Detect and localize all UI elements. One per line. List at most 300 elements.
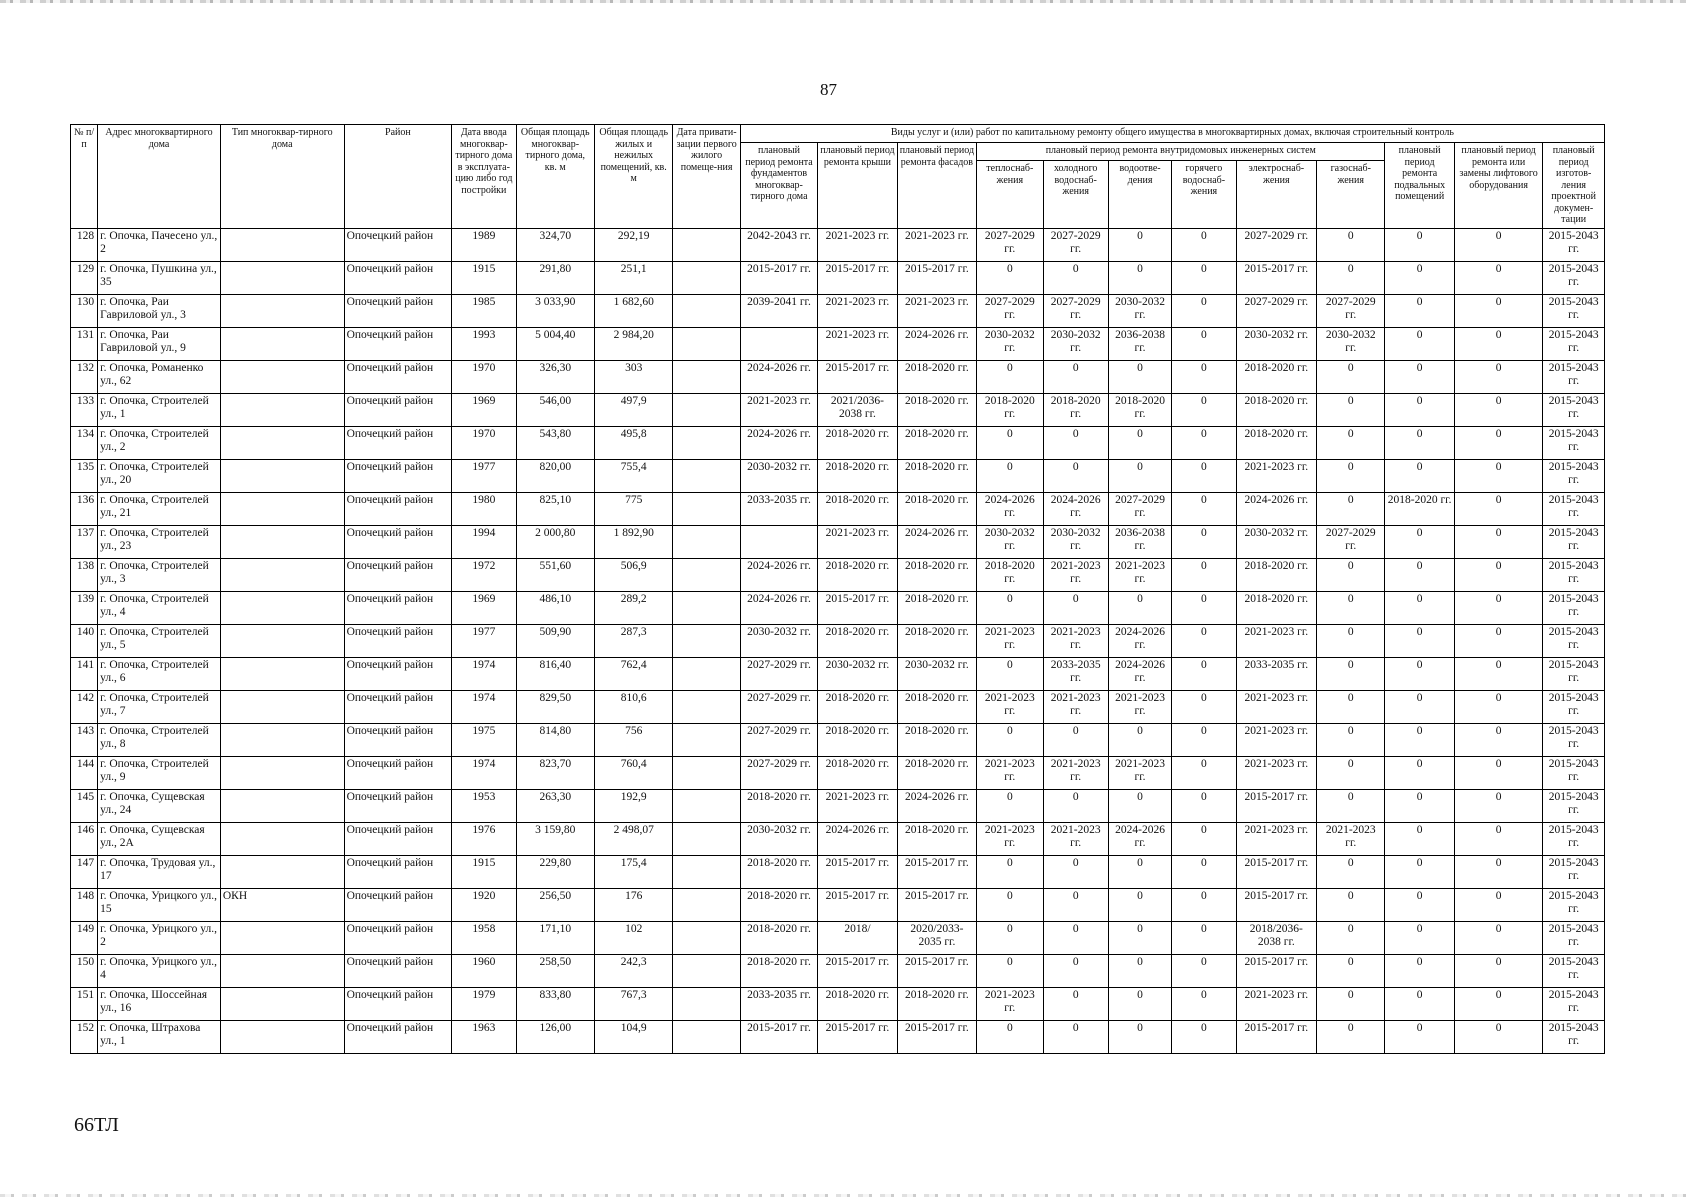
- cell-cold-water: 0: [1043, 855, 1108, 888]
- cell-address: г. Опочка, Пушкина ул., 35: [98, 261, 221, 294]
- cell-drainage: 0: [1108, 426, 1171, 459]
- cell-electric: 2030-2032 гг.: [1236, 327, 1316, 360]
- cell-design-docs: 2015-2043 гг.: [1543, 459, 1605, 492]
- cell-cold-water: 2033-2035 гг.: [1043, 657, 1108, 690]
- cell-privatization: [673, 954, 740, 987]
- col-header-gas: газоснаб-жения: [1317, 161, 1385, 228]
- cell-hot-water: 0: [1172, 756, 1236, 789]
- cell-electric: 2018-2020 гг.: [1236, 393, 1316, 426]
- cell-design-docs: 2015-2043 гг.: [1543, 822, 1605, 855]
- cell-drainage: 0: [1108, 228, 1171, 261]
- cell-cold-water: 2027-2029 гг.: [1043, 228, 1108, 261]
- cell-num: 132: [71, 360, 98, 393]
- cell-foundation: 2030-2032 гг.: [740, 459, 817, 492]
- cell-privatization: [673, 393, 740, 426]
- cell-privatization: [673, 459, 740, 492]
- cell-address: г. Опочка, Урицкого ул., 2: [98, 921, 221, 954]
- cell-gas: 0: [1317, 690, 1385, 723]
- cell-heating: 2021-2023 гг.: [977, 690, 1043, 723]
- cell-district: Опочецкий район: [344, 888, 452, 921]
- cell-living-area: 2 498,07: [594, 822, 672, 855]
- cell-design-docs: 2015-2043 гг.: [1543, 690, 1605, 723]
- cell-roof: 2018-2020 гг.: [818, 459, 897, 492]
- cell-hot-water: 0: [1172, 459, 1236, 492]
- cell-design-docs: 2015-2043 гг.: [1543, 1020, 1605, 1053]
- cell-roof: 2018-2020 гг.: [818, 426, 897, 459]
- cell-cold-water: 0: [1043, 789, 1108, 822]
- cell-num: 143: [71, 723, 98, 756]
- cell-elevator: 0: [1454, 657, 1543, 690]
- cell-drainage: 0: [1108, 855, 1171, 888]
- cell-drainage: 0: [1108, 723, 1171, 756]
- footer-code: 66ТЛ: [74, 1114, 119, 1136]
- cell-drainage: 0: [1108, 360, 1171, 393]
- cell-commission-date: 1960: [452, 954, 516, 987]
- cell-num: 149: [71, 921, 98, 954]
- cell-design-docs: 2015-2043 гг.: [1543, 624, 1605, 657]
- cell-design-docs: 2015-2043 гг.: [1543, 393, 1605, 426]
- cell-address: г. Опочка, Раи Гавриловой ул., 9: [98, 327, 221, 360]
- cell-cold-water: 0: [1043, 888, 1108, 921]
- cell-foundation: 2039-2041 гг.: [740, 294, 817, 327]
- col-header-heating: теплоснаб-жения: [977, 161, 1043, 228]
- col-header-cold-water: холодного водоснаб-жения: [1043, 161, 1108, 228]
- col-header-commission-date: Дата ввода многоквар-тирного дома в эксплуата-цию либо год постройки: [452, 125, 516, 229]
- cell-privatization: [673, 426, 740, 459]
- cell-commission-date: 1970: [452, 426, 516, 459]
- cell-living-area: 775: [594, 492, 672, 525]
- cell-cold-water: 2030-2032 гг.: [1043, 525, 1108, 558]
- capital-repair-table-wrapper: [70, 124, 1605, 1054]
- cell-electric: 2015-2017 гг.: [1236, 789, 1316, 822]
- cell-facade: 2024-2026 гг.: [897, 525, 976, 558]
- cell-heating: 0: [977, 657, 1043, 690]
- col-header-drainage: водоотве-дения: [1108, 161, 1171, 228]
- cell-electric: 2024-2026 гг.: [1236, 492, 1316, 525]
- cell-roof: 2015-2017 гг.: [818, 261, 897, 294]
- cell-cold-water: 0: [1043, 921, 1108, 954]
- cell-district: Опочецкий район: [344, 690, 452, 723]
- cell-basement: 0: [1385, 690, 1454, 723]
- table-row: [71, 261, 1605, 294]
- cell-cold-water: 2021-2023 гг.: [1043, 558, 1108, 591]
- cell-house-type: [220, 294, 344, 327]
- cell-commission-date: 1976: [452, 822, 516, 855]
- cell-basement: 0: [1385, 921, 1454, 954]
- cell-facade: 2018-2020 гг.: [897, 459, 976, 492]
- cell-elevator: 0: [1454, 855, 1543, 888]
- cell-design-docs: 2015-2043 гг.: [1543, 789, 1605, 822]
- cell-gas: 0: [1317, 459, 1385, 492]
- cell-foundation: 2015-2017 гг.: [740, 261, 817, 294]
- cell-living-area: 767,3: [594, 987, 672, 1020]
- cell-living-area: 303: [594, 360, 672, 393]
- cell-privatization: [673, 822, 740, 855]
- cell-elevator: 0: [1454, 822, 1543, 855]
- cell-commission-date: 1915: [452, 855, 516, 888]
- cell-cold-water: 0: [1043, 987, 1108, 1020]
- cell-drainage: 2021-2023 гг.: [1108, 690, 1171, 723]
- cell-drainage: 2024-2026 гг.: [1108, 822, 1171, 855]
- cell-gas: 0: [1317, 1020, 1385, 1053]
- cell-electric: 2027-2029 гг.: [1236, 228, 1316, 261]
- cell-drainage: 2024-2026 гг.: [1108, 624, 1171, 657]
- cell-cold-water: 0: [1043, 1020, 1108, 1053]
- cell-foundation: 2024-2026 гг.: [740, 426, 817, 459]
- cell-gas: 0: [1317, 393, 1385, 426]
- cell-address: г. Опочка, Раи Гавриловой ул., 3: [98, 294, 221, 327]
- cell-gas: 0: [1317, 624, 1385, 657]
- table-row: [71, 228, 1605, 261]
- cell-design-docs: 2015-2043 гг.: [1543, 855, 1605, 888]
- cell-heating: 0: [977, 723, 1043, 756]
- cell-hot-water: 0: [1172, 789, 1236, 822]
- cell-num: 131: [71, 327, 98, 360]
- cell-hot-water: 0: [1172, 426, 1236, 459]
- cell-commission-date: 1974: [452, 657, 516, 690]
- cell-facade: 2015-2017 гг.: [897, 954, 976, 987]
- cell-basement: 0: [1385, 393, 1454, 426]
- cell-drainage: 0: [1108, 987, 1171, 1020]
- cell-foundation: 2027-2029 гг.: [740, 756, 817, 789]
- cell-design-docs: 2015-2043 гг.: [1543, 426, 1605, 459]
- cell-basement: 0: [1385, 360, 1454, 393]
- table-row: [71, 954, 1605, 987]
- cell-living-area: 810,6: [594, 690, 672, 723]
- cell-foundation: 2024-2026 гг.: [740, 591, 817, 624]
- cell-facade: 2030-2032 гг.: [897, 657, 976, 690]
- cell-design-docs: 2015-2043 гг.: [1543, 492, 1605, 525]
- cell-house-type: [220, 327, 344, 360]
- cell-hot-water: 0: [1172, 723, 1236, 756]
- cell-address: г. Опочка, Урицкого ул., 15: [98, 888, 221, 921]
- cell-roof: 2015-2017 гг.: [818, 1020, 897, 1053]
- cell-commission-date: 1970: [452, 360, 516, 393]
- cell-basement: 0: [1385, 294, 1454, 327]
- table-row: [71, 657, 1605, 690]
- cell-heating: 2021-2023 гг.: [977, 822, 1043, 855]
- cell-facade: 2018-2020 гг.: [897, 492, 976, 525]
- cell-address: г. Опочка, Строителей ул., 9: [98, 756, 221, 789]
- cell-gas: 0: [1317, 921, 1385, 954]
- cell-design-docs: 2015-2043 гг.: [1543, 657, 1605, 690]
- cell-address: г. Опочка, Пачесено ул., 2: [98, 228, 221, 261]
- cell-electric: 2021-2023 гг.: [1236, 459, 1316, 492]
- cell-privatization: [673, 228, 740, 261]
- col-header-roof: плановый период ремонта крыши: [818, 143, 897, 229]
- cell-basement: 0: [1385, 756, 1454, 789]
- cell-address: г. Опочка, Строителей ул., 7: [98, 690, 221, 723]
- cell-facade: 2021-2023 гг.: [897, 294, 976, 327]
- col-header-hot-water: горячего водоснаб-жения: [1172, 161, 1236, 228]
- cell-hot-water: 0: [1172, 888, 1236, 921]
- col-header-total-area: Общая площадь многоквар-тирного дома, кв. м: [516, 125, 594, 229]
- col-header-elevator: плановый период ремонта или замены лифтового оборудования: [1454, 143, 1543, 229]
- cell-num: 142: [71, 690, 98, 723]
- cell-heating: 0: [977, 1020, 1043, 1053]
- cell-living-area: 192,9: [594, 789, 672, 822]
- cell-design-docs: 2015-2043 гг.: [1543, 360, 1605, 393]
- cell-electric: 2021-2023 гг.: [1236, 624, 1316, 657]
- cell-district: Опочецкий район: [344, 327, 452, 360]
- cell-facade: 2015-2017 гг.: [897, 855, 976, 888]
- cell-privatization: [673, 558, 740, 591]
- cell-total-area: 229,80: [516, 855, 594, 888]
- cell-facade: 2015-2017 гг.: [897, 888, 976, 921]
- cell-basement: 0: [1385, 525, 1454, 558]
- cell-electric: 2018/2036-2038 гг.: [1236, 921, 1316, 954]
- cell-living-area: 251,1: [594, 261, 672, 294]
- cell-gas: 0: [1317, 855, 1385, 888]
- col-header-house-type: Тип многоквар-тирного дома: [220, 125, 344, 229]
- cell-basement: 0: [1385, 657, 1454, 690]
- cell-facade: 2018-2020 гг.: [897, 591, 976, 624]
- cell-electric: 2015-2017 гг.: [1236, 855, 1316, 888]
- cell-privatization: [673, 690, 740, 723]
- cell-house-type: ОКН: [220, 888, 344, 921]
- cell-living-area: 756: [594, 723, 672, 756]
- cell-hot-water: 0: [1172, 360, 1236, 393]
- cell-address: г. Опочка, Урицкого ул., 4: [98, 954, 221, 987]
- cell-house-type: [220, 360, 344, 393]
- cell-basement: 0: [1385, 1020, 1454, 1053]
- col-header-electric: электроснаб-жения: [1236, 161, 1316, 228]
- cell-facade: 2024-2026 гг.: [897, 789, 976, 822]
- cell-district: Опочецкий район: [344, 921, 452, 954]
- cell-num: 144: [71, 756, 98, 789]
- cell-total-area: 820,00: [516, 459, 594, 492]
- cell-hot-water: 0: [1172, 228, 1236, 261]
- cell-drainage: 0: [1108, 261, 1171, 294]
- cell-drainage: 2021-2023 гг.: [1108, 558, 1171, 591]
- cell-gas: 2027-2029 гг.: [1317, 294, 1385, 327]
- cell-elevator: 0: [1454, 987, 1543, 1020]
- col-header-address: Адрес многоквартирного дома: [98, 125, 221, 229]
- cell-roof: 2015-2017 гг.: [818, 360, 897, 393]
- table-row: [71, 1020, 1605, 1053]
- cell-gas: 0: [1317, 360, 1385, 393]
- cell-electric: 2018-2020 гг.: [1236, 360, 1316, 393]
- cell-hot-water: 0: [1172, 954, 1236, 987]
- cell-cold-water: 2021-2023 гг.: [1043, 756, 1108, 789]
- cell-total-area: 486,10: [516, 591, 594, 624]
- cell-living-area: 2 984,20: [594, 327, 672, 360]
- cell-electric: 2021-2023 гг.: [1236, 822, 1316, 855]
- cell-electric: 2021-2023 гг.: [1236, 756, 1316, 789]
- cell-commission-date: 1958: [452, 921, 516, 954]
- cell-heating: 2021-2023 гг.: [977, 756, 1043, 789]
- cell-living-area: 1 682,60: [594, 294, 672, 327]
- cell-roof: 2018-2020 гг.: [818, 492, 897, 525]
- cell-heating: 0: [977, 591, 1043, 624]
- cell-gas: 2030-2032 гг.: [1317, 327, 1385, 360]
- cell-district: Опочецкий район: [344, 954, 452, 987]
- cell-privatization: [673, 492, 740, 525]
- col-header-works-title: Виды услуг и (или) работ по капитальному ремонту общего имущества в многоквартирных домах, включая строительный контроль: [740, 125, 1604, 143]
- cell-foundation: 2018-2020 гг.: [740, 954, 817, 987]
- cell-num: 137: [71, 525, 98, 558]
- cell-drainage: 0: [1108, 789, 1171, 822]
- cell-foundation: 2024-2026 гг.: [740, 558, 817, 591]
- cell-privatization: [673, 657, 740, 690]
- cell-district: Опочецкий район: [344, 756, 452, 789]
- cell-facade: 2024-2026 гг.: [897, 327, 976, 360]
- cell-elevator: 0: [1454, 624, 1543, 657]
- cell-total-area: 263,30: [516, 789, 594, 822]
- cell-living-area: 102: [594, 921, 672, 954]
- cell-gas: 0: [1317, 756, 1385, 789]
- cell-num: 146: [71, 822, 98, 855]
- cell-privatization: [673, 855, 740, 888]
- cell-commission-date: 1993: [452, 327, 516, 360]
- cell-heating: 2030-2032 гг.: [977, 525, 1043, 558]
- cell-address: г. Опочка, Сущевская ул., 24: [98, 789, 221, 822]
- cell-house-type: [220, 987, 344, 1020]
- cell-foundation: 2042-2043 гг.: [740, 228, 817, 261]
- cell-privatization: [673, 1020, 740, 1053]
- cell-num: 145: [71, 789, 98, 822]
- cell-cold-water: 0: [1043, 954, 1108, 987]
- cell-foundation: 2033-2035 гг.: [740, 987, 817, 1020]
- cell-privatization: [673, 591, 740, 624]
- cell-gas: 0: [1317, 261, 1385, 294]
- cell-commission-date: 1974: [452, 756, 516, 789]
- cell-basement: 0: [1385, 888, 1454, 921]
- cell-privatization: [673, 525, 740, 558]
- cell-design-docs: 2015-2043 гг.: [1543, 987, 1605, 1020]
- cell-num: 147: [71, 855, 98, 888]
- table-row: [71, 591, 1605, 624]
- cell-drainage: 2018-2020 гг.: [1108, 393, 1171, 426]
- cell-house-type: [220, 789, 344, 822]
- cell-roof: 2018-2020 гг.: [818, 624, 897, 657]
- col-header-num: № п/п: [71, 125, 98, 229]
- cell-num: 141: [71, 657, 98, 690]
- cell-house-type: [220, 228, 344, 261]
- cell-electric: 2018-2020 гг.: [1236, 591, 1316, 624]
- cell-heating: 0: [977, 855, 1043, 888]
- cell-elevator: 0: [1454, 1020, 1543, 1053]
- cell-facade: 2018-2020 гг.: [897, 393, 976, 426]
- cell-district: Опочецкий район: [344, 987, 452, 1020]
- cell-foundation: 2030-2032 гг.: [740, 822, 817, 855]
- cell-gas: 0: [1317, 426, 1385, 459]
- cell-district: Опочецкий район: [344, 789, 452, 822]
- cell-cold-water: 0: [1043, 459, 1108, 492]
- cell-privatization: [673, 921, 740, 954]
- cell-num: 152: [71, 1020, 98, 1053]
- cell-privatization: [673, 261, 740, 294]
- cell-foundation: 2030-2032 гг.: [740, 624, 817, 657]
- cell-living-area: 506,9: [594, 558, 672, 591]
- cell-design-docs: 2015-2043 гг.: [1543, 327, 1605, 360]
- cell-drainage: 0: [1108, 921, 1171, 954]
- cell-gas: 0: [1317, 789, 1385, 822]
- cell-facade: 2018-2020 гг.: [897, 426, 976, 459]
- cell-house-type: [220, 690, 344, 723]
- cell-house-type: [220, 459, 344, 492]
- cell-drainage: 2030-2032 гг.: [1108, 294, 1171, 327]
- cell-num: 139: [71, 591, 98, 624]
- cell-elevator: 0: [1454, 954, 1543, 987]
- cell-foundation: 2027-2029 гг.: [740, 690, 817, 723]
- cell-elevator: 0: [1454, 393, 1543, 426]
- cell-basement: 0: [1385, 855, 1454, 888]
- cell-hot-water: 0: [1172, 591, 1236, 624]
- cell-roof: 2015-2017 гг.: [818, 855, 897, 888]
- cell-design-docs: 2015-2043 гг.: [1543, 591, 1605, 624]
- cell-commission-date: 1985: [452, 294, 516, 327]
- cell-district: Опочецкий район: [344, 426, 452, 459]
- col-header-district: Район: [344, 125, 452, 229]
- scan-artifact-top: [0, 0, 1686, 3]
- col-header-facade: плановый период ремонта фасадов: [897, 143, 976, 229]
- cell-address: г. Опочка, Строителей ул., 4: [98, 591, 221, 624]
- cell-basement: 0: [1385, 822, 1454, 855]
- cell-total-area: 326,30: [516, 360, 594, 393]
- cell-elevator: 0: [1454, 261, 1543, 294]
- cell-basement: 0: [1385, 228, 1454, 261]
- cell-district: Опочецкий район: [344, 525, 452, 558]
- cell-heating: 0: [977, 888, 1043, 921]
- cell-facade: 2018-2020 гг.: [897, 987, 976, 1020]
- cell-hot-water: 0: [1172, 921, 1236, 954]
- cell-house-type: [220, 954, 344, 987]
- cell-commission-date: 1977: [452, 624, 516, 657]
- cell-electric: 2027-2029 гг.: [1236, 294, 1316, 327]
- cell-house-type: [220, 921, 344, 954]
- cell-gas: 2027-2029 гг.: [1317, 525, 1385, 558]
- table-row: [71, 789, 1605, 822]
- cell-hot-water: 0: [1172, 1020, 1236, 1053]
- col-header-foundation: плановый период ремонта фундаментов многоквар-тирного дома: [740, 143, 817, 229]
- cell-num: 134: [71, 426, 98, 459]
- cell-privatization: [673, 294, 740, 327]
- cell-total-area: 814,80: [516, 723, 594, 756]
- cell-address: г. Опочка, Строителей ул., 1: [98, 393, 221, 426]
- cell-electric: 2030-2032 гг.: [1236, 525, 1316, 558]
- cell-total-area: 816,40: [516, 657, 594, 690]
- cell-total-area: 256,50: [516, 888, 594, 921]
- cell-num: 150: [71, 954, 98, 987]
- cell-commission-date: 1989: [452, 228, 516, 261]
- cell-gas: 0: [1317, 228, 1385, 261]
- cell-district: Опочецкий район: [344, 360, 452, 393]
- cell-foundation: 2033-2035 гг.: [740, 492, 817, 525]
- cell-total-area: 833,80: [516, 987, 594, 1020]
- cell-total-area: 171,10: [516, 921, 594, 954]
- cell-cold-water: 2024-2026 гг.: [1043, 492, 1108, 525]
- cell-house-type: [220, 525, 344, 558]
- cell-design-docs: 2015-2043 гг.: [1543, 525, 1605, 558]
- cell-privatization: [673, 624, 740, 657]
- cell-roof: 2015-2017 гг.: [818, 591, 897, 624]
- cell-cold-water: 0: [1043, 723, 1108, 756]
- cell-heating: 2018-2020 гг.: [977, 393, 1043, 426]
- cell-heating: 2027-2029 гг.: [977, 228, 1043, 261]
- cell-district: Опочецкий район: [344, 657, 452, 690]
- cell-hot-water: 0: [1172, 855, 1236, 888]
- cell-num: 136: [71, 492, 98, 525]
- cell-privatization: [673, 888, 740, 921]
- cell-hot-water: 0: [1172, 690, 1236, 723]
- cell-living-area: 495,8: [594, 426, 672, 459]
- cell-basement: 0: [1385, 261, 1454, 294]
- cell-electric: 2015-2017 гг.: [1236, 261, 1316, 294]
- cell-num: 128: [71, 228, 98, 261]
- cell-drainage: 0: [1108, 954, 1171, 987]
- cell-commission-date: 1974: [452, 690, 516, 723]
